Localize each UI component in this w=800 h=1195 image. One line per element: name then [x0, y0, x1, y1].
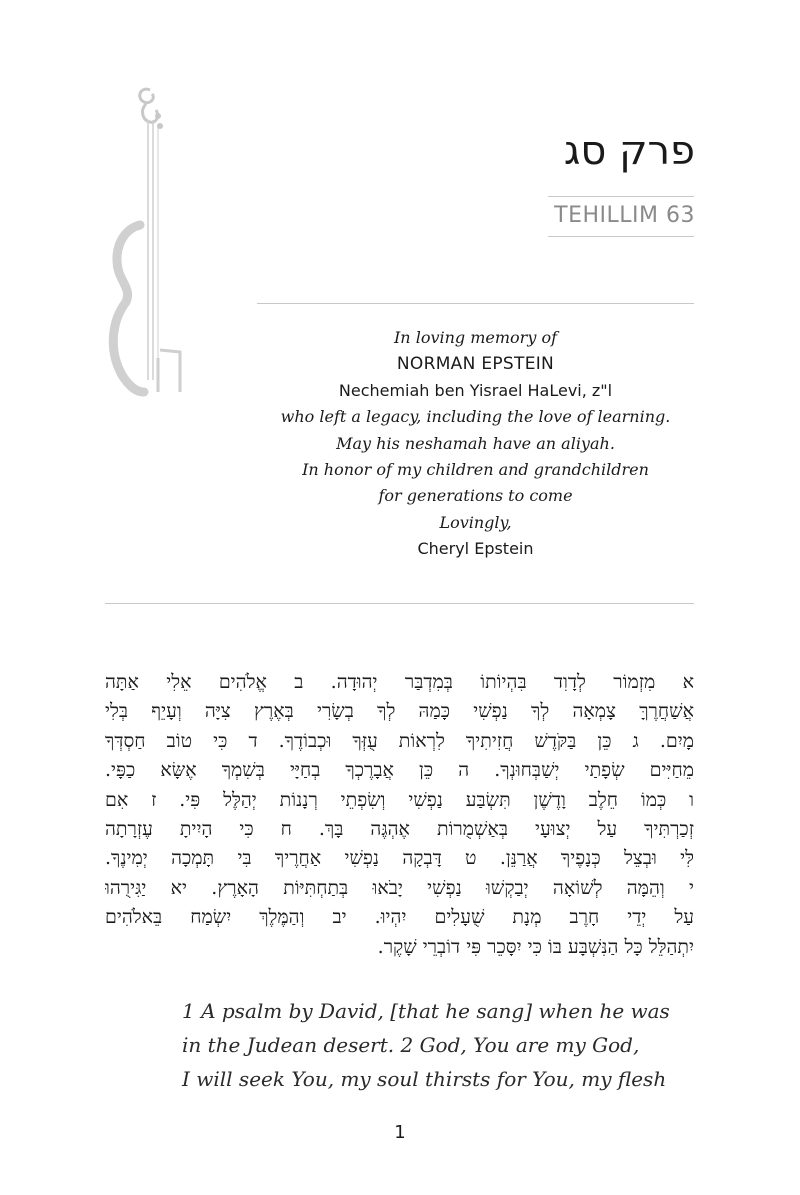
- hebrew-line: א מִזְמוֹר לְדָוִד בִּהְיוֹתוֹ בְּמִדְבַּר יְהוּדָה. ב אֱלֹהִים אֵלִי אַתָּה: [105, 671, 694, 693]
- hebrew-line: לִּי וּבְצֵל כְּנָפֶיךָ אֲרַנֵּן. ט דָּבְקָה נַפְשִׁי אַחֲרֶיךָ בִּי תָּמְכָה יְמִינֶךָ.: [105, 847, 694, 870]
- violin-icon: [100, 80, 190, 400]
- hebrew-line: אֲשַׁחֲרֶךָּ צָמְאָה לְךָ נַפְשִׁי כָּמַהּ לְךָ בְשָׂרִי בְּאֶרֶץ צִיָּה וְעָיֵף בְּלִי: [105, 700, 694, 723]
- dedication-line-neshamah: May his neshamah have an aliyah.: [336, 433, 615, 453]
- english-line: in the Judean desert. 2 God, You are my God,: [182, 1033, 640, 1057]
- chapter-title-hebrew: פרק סג: [563, 128, 695, 174]
- dedication-hebrew-name: Nechemiah ben Yisrael HaLevi, z"l: [338, 380, 613, 400]
- dedication-rule-top: [257, 303, 694, 304]
- hebrew-line: עַל יְדֵי חָרֶב מְנָת שֻׁעָלִים יִהְיוּ. יב וְהַמֶּלֶךְ יִשְׂמַח בֵּאלֹהִים: [105, 906, 694, 929]
- chapter-title-english: TEHILLIM 63: [554, 203, 695, 228]
- english-line: I will seek You, my soul thirsts for You, my flesh: [182, 1067, 667, 1091]
- hebrew-line: י וְהֵמָּה לְשׁוֹאָה יְבַקְשׁוּ נַפְשִׁי יָבֹאוּ בְּתַחְתִּיּוֹת הָאָרֶץ. יא יַגִּירֻהוּ: [105, 876, 694, 899]
- dedication-block: [257, 325, 694, 563]
- dedication-line-memory: In loving memory of: [393, 328, 558, 347]
- hebrew-line: זְכַרְתִּיךָ עַל יְצוּעָי בְּאַשְׁמֻרוֹת אֶהְגֶּה בָּךְ. ח כִּי הָיִיתָ עֶזְרָתָה: [105, 818, 694, 841]
- header-rule-top: [548, 196, 694, 197]
- english-translation-text: [182, 994, 670, 1096]
- dedication-line-generations: for generations to come: [378, 486, 573, 506]
- hebrew-line: מָיִם. ג כֵּן בַּקֹּדֶשׁ חֲזִיתִיךָ לִרְאוֹת עֻזְּךָ וּכְבוֹדֶךָ. ד כִּי טוֹב חַסְדְּךָ: [105, 729, 694, 752]
- hebrew-psalm-text: [105, 668, 694, 962]
- hebrew-line: מֵחַיִּים שְׂפָתַי יְשַׁבְּחוּנְךָ. ה כֵּן אֲבָרֶכְךָ בְחַיָּי בְּשִׁמְךָ אֶשָּׂא כַפָּי.: [105, 759, 694, 782]
- hebrew-line: יִתְהַלֵּל כָּל הַנִּשְׁבָּע בּוֹ כִּי יִסָּכֵר פִּי דוֹבְרֵי שָׁקֶר.: [377, 935, 694, 958]
- english-line: 1 A psalm by David, [that he sang] when he was: [182, 999, 670, 1023]
- dedication-line-lovingly: Lovingly,: [439, 512, 512, 532]
- dedication-signature: Cheryl Epstein: [417, 539, 534, 559]
- header-rule-bottom: [548, 236, 694, 237]
- dedication-line-legacy: who left a legacy, including the love of learning.: [280, 407, 671, 427]
- dedication-name: NORMAN EPSTEIN: [396, 354, 555, 375]
- page-number: 1: [394, 1122, 406, 1143]
- dedication-rule-bottom: [105, 603, 694, 604]
- dedication-line-honor: In honor of my children and grandchildren: [302, 460, 649, 480]
- hebrew-line: ו כְּמוֹ חֵלֶב וָדֶשֶׁן תִּשְׂבַּע נַפְשִׁי וְשִׂפְתֵי רְנָנוֹת יְהַלֶּל פִּי. ז אִם: [105, 788, 694, 811]
